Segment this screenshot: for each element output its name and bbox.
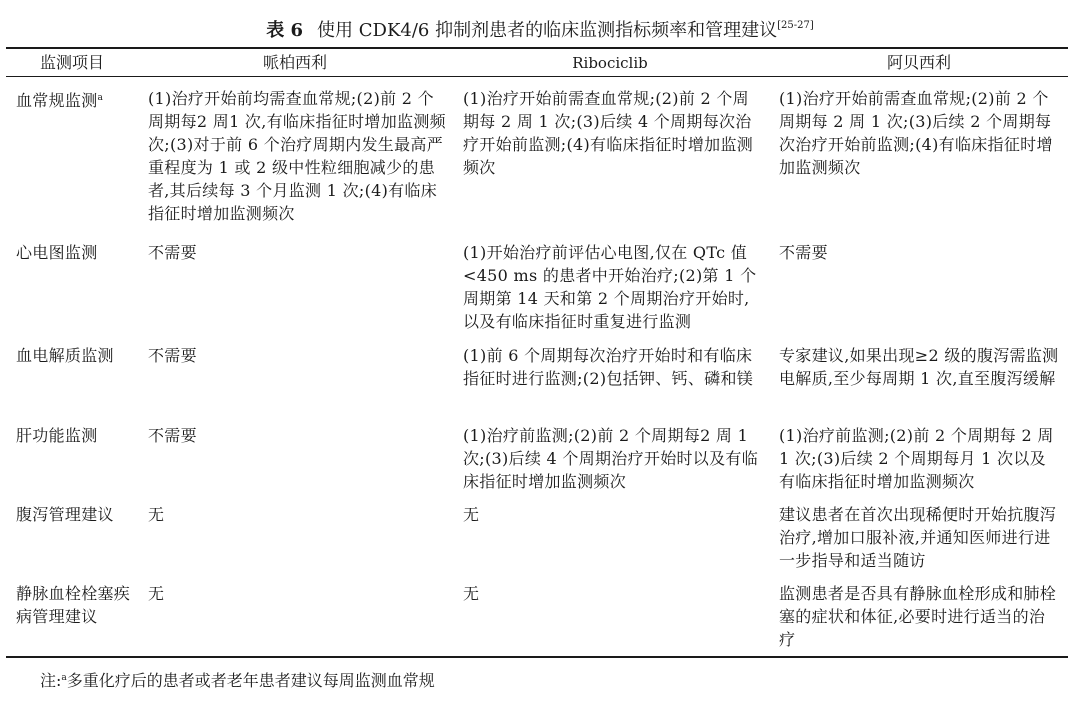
palbociclib-cell: 无 bbox=[148, 584, 165, 603]
row-item: 肝功能监测 bbox=[16, 426, 98, 445]
table-title-text: 使用 CDK4/6 抑制剂患者的临床监测指标频率和管理建议 bbox=[317, 20, 778, 41]
table-title bbox=[0, 14, 1080, 43]
row-item: 血电解质监测 bbox=[16, 346, 114, 365]
header-abemaciclib: 阿贝西利 bbox=[886, 53, 951, 72]
abemaciclib-cell: (1)治疗开始前需查血常规;(2)前 2 个周期每 2 周 1 次;(3)后续 2 个周期每次治疗开始前监测;(4)有临床指征时增加监测频次 bbox=[779, 89, 1053, 177]
ribociclib-cell: (1)治疗开始前需查血常规;(2)前 2 个周期每 2 周 1 次;(3)后续 4 个周期每次治疗开始前监测;(4)有临床指征时增加监测频次 bbox=[463, 89, 754, 177]
table-number: 表 6 bbox=[266, 20, 304, 41]
header-ribociclib-label: Ribociclib bbox=[572, 54, 648, 72]
row-item: 腹泻管理建议 bbox=[16, 505, 114, 524]
abemaciclib-cell: 监测患者是否具有静脉血栓形成和肺栓塞的症状和体征,必要时进行适当的治疗 bbox=[779, 584, 1057, 649]
footnote-text: 多重化疗后的患者或者老年患者建议每周监测血常规 bbox=[66, 671, 435, 690]
footnote-mark: a bbox=[97, 93, 104, 103]
top-rule bbox=[6, 47, 1068, 49]
bottom-rule bbox=[6, 656, 1068, 658]
footnote-prefix: 注: bbox=[40, 671, 62, 690]
palbociclib-cell: (1)治疗开始前均需查血常规;(2)前 2 个周期每2 周1 次,有临床指征时增加监测频次;(3)对于前 6 个治疗周期内发生最高严重程度为 1 或 2 级中性粒细胞减少的患者,其后续每 3 个月监测 1 次;(4)有临床指征时增加监测频次 bbox=[148, 89, 446, 223]
abemaciclib-cell: 建议患者在首次出现稀便时开始抗腹泻治疗,增加口服补液,并通知医师进行进一步指导和适当随访 bbox=[779, 505, 1057, 570]
ribociclib-cell: (1)治疗前监测;(2)前 2 个周期每2 周 1 次;(3)后续 4 个周期治疗开始时以及有临床指征时增加监测频次 bbox=[463, 426, 759, 491]
header-palbociclib: 哌柏西利 bbox=[262, 53, 327, 72]
abemaciclib-cell: 专家建议,如果出现≥2 级的腹泻需监测电解质,至少每周期 1 次,直至腹泻缓解 bbox=[779, 346, 1059, 388]
table-footnote bbox=[40, 666, 435, 693]
ribociclib-cell: 无 bbox=[463, 505, 480, 524]
reference-citation: [25-27] bbox=[777, 20, 814, 31]
header-rule bbox=[6, 76, 1068, 77]
palbociclib-cell: 不需要 bbox=[148, 243, 197, 262]
palbociclib-cell: 无 bbox=[148, 505, 165, 524]
ribociclib-cell: (1)开始治疗前评估心电图,仅在 QTc 值<450 ms 的患者中开始治疗;(2)第 1 个周期第 14 天和第 2 个周期治疗开始时,以及有临床指征时重复进行监测 bbox=[463, 243, 757, 331]
row-item-label: 血常规监测 bbox=[16, 91, 98, 110]
row-item: 心电图监测 bbox=[16, 243, 98, 262]
row-item: 静脉血栓栓塞疾病管理建议 bbox=[16, 584, 131, 626]
header-monitoring-item: 监测项目 bbox=[39, 53, 104, 72]
ribociclib-cell: (1)前 6 个周期每次治疗开始时和有临床指征时进行监测;(2)包括钾、钙、磷和镁 bbox=[463, 346, 754, 388]
row-item bbox=[16, 87, 136, 112]
table-header bbox=[0, 50, 1080, 76]
palbociclib-cell: 不需要 bbox=[148, 426, 197, 445]
abemaciclib-cell: (1)治疗前监测;(2)前 2 个周期每 2 周1 次;(3)后续 2 个周期每月 1 次以及有临床指征时增加监测频次 bbox=[779, 426, 1054, 491]
palbociclib-cell: 不需要 bbox=[148, 346, 197, 365]
footnote-mark: a bbox=[61, 673, 67, 683]
header-ribociclib bbox=[455, 50, 765, 76]
abemaciclib-cell: 不需要 bbox=[779, 243, 828, 262]
ribociclib-cell: 无 bbox=[463, 584, 480, 603]
